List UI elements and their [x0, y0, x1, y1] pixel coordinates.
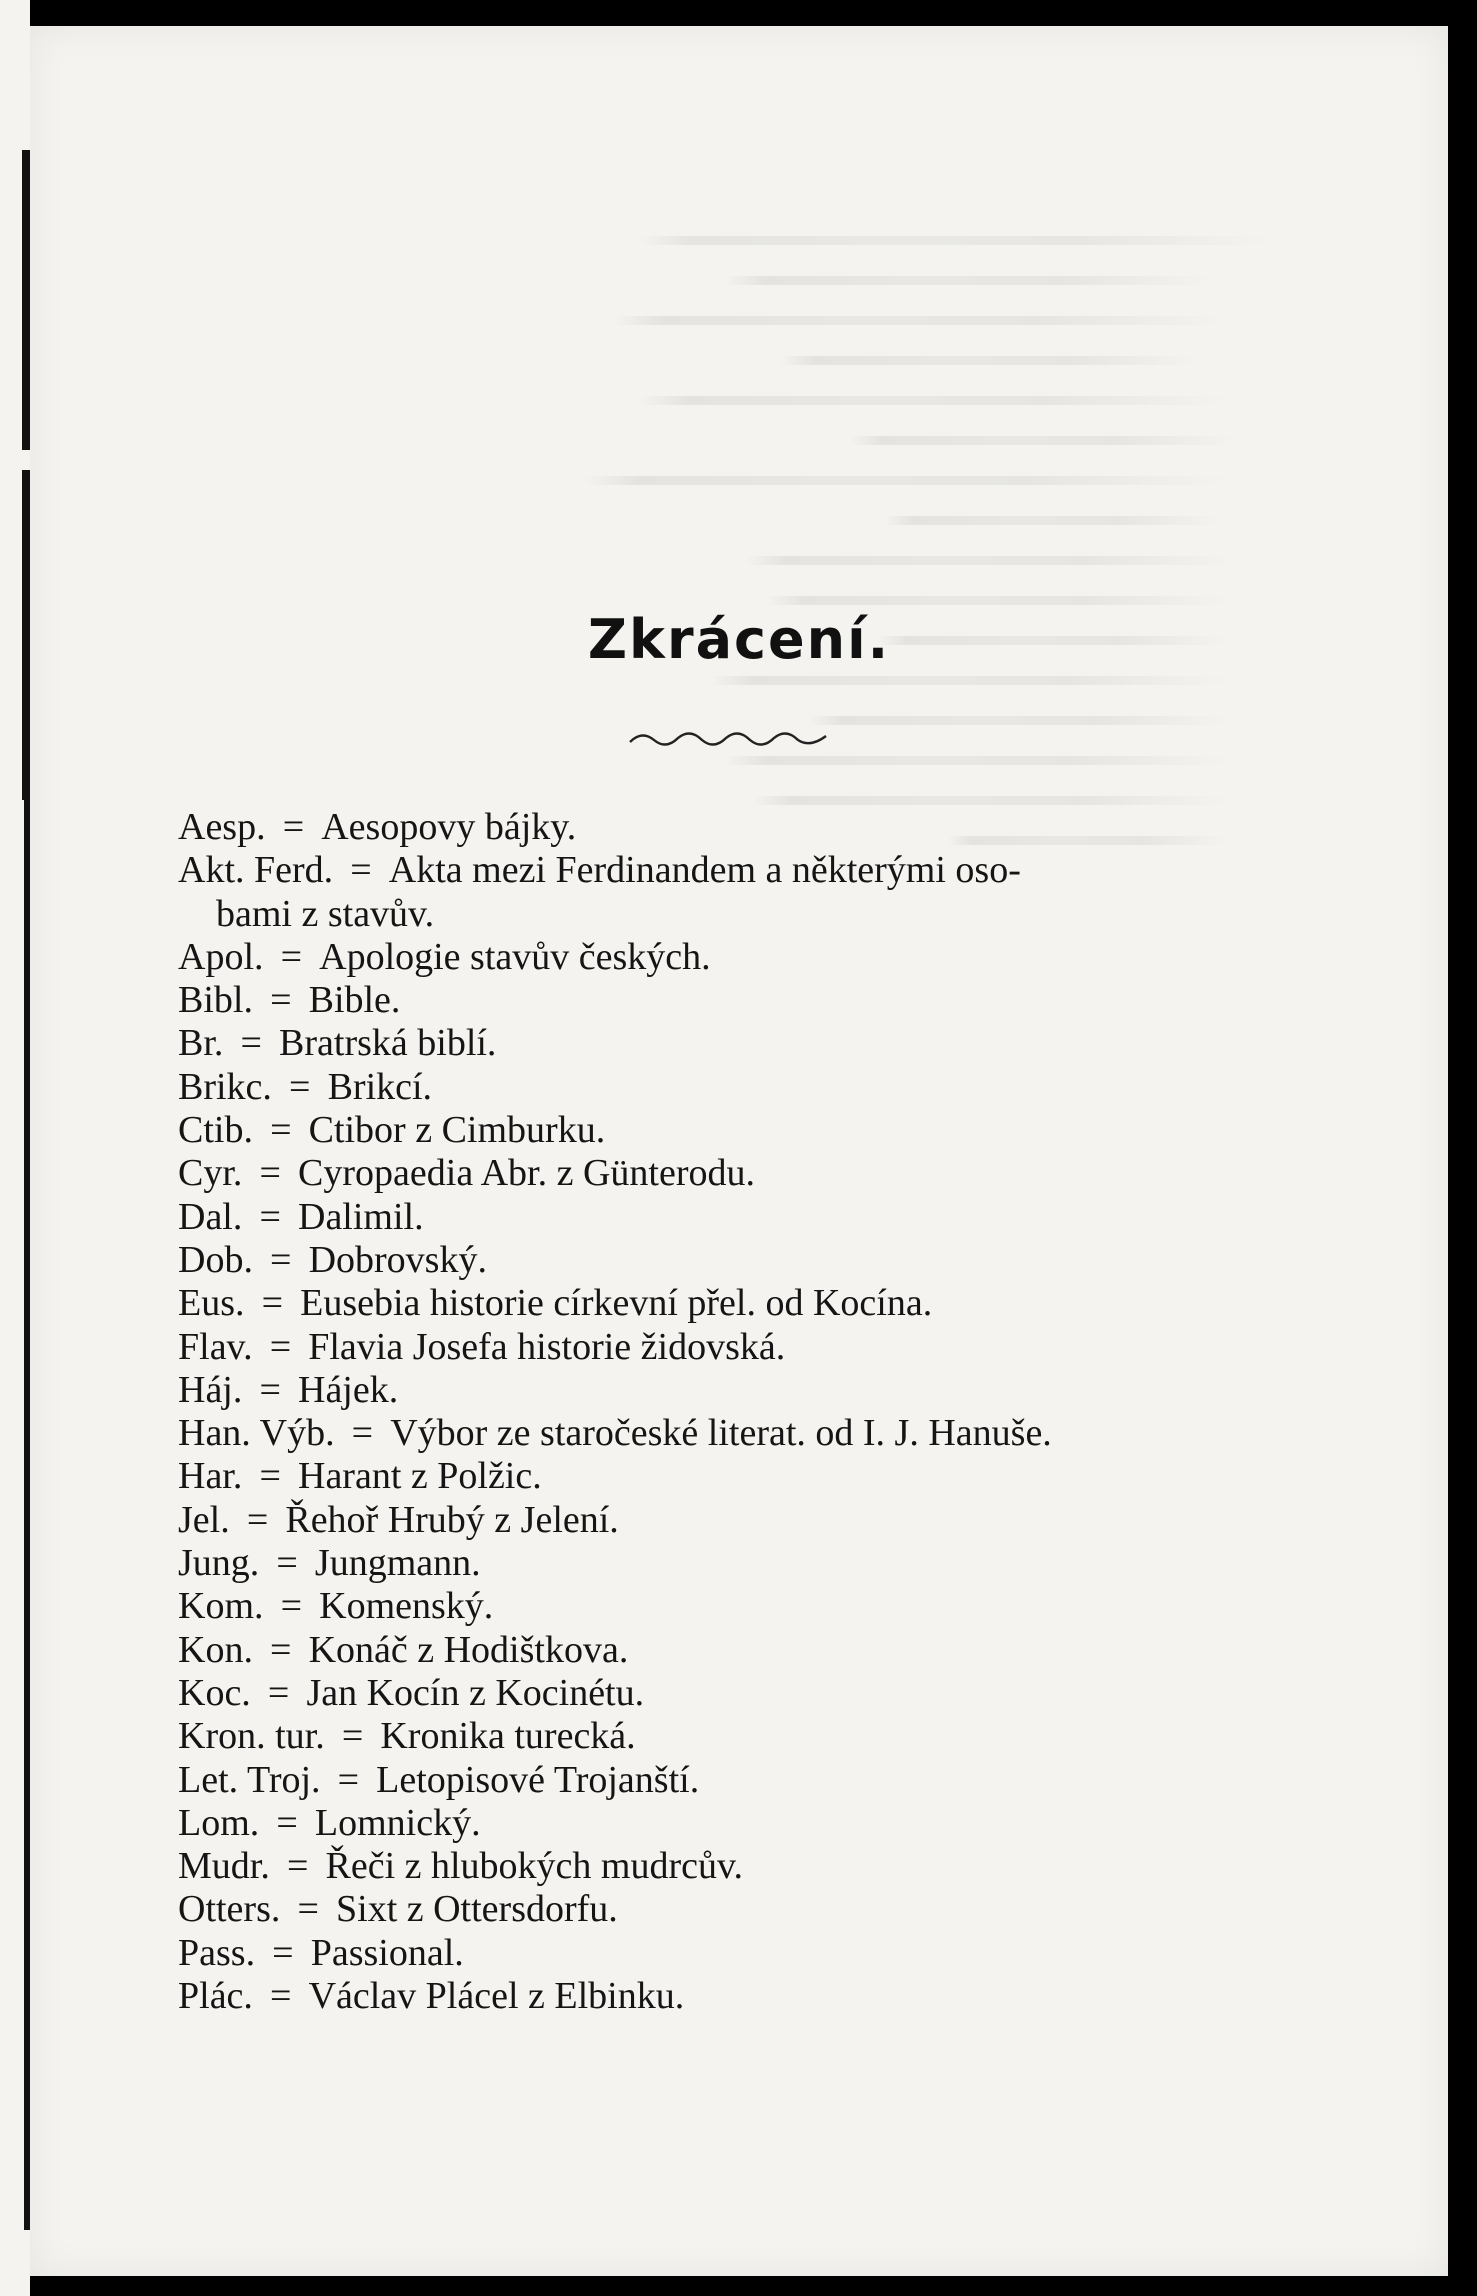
equals-sign: = [259, 1368, 281, 1411]
abbreviation-entry [178, 1499, 1268, 1542]
abbreviation-entry [178, 1369, 1268, 1412]
equals-sign: = [280, 1585, 303, 1628]
equals-sign: = [270, 1975, 292, 2018]
expansion: Komenský. [319, 1585, 494, 1628]
expansion: Konáč z Hodištkova. [308, 1628, 629, 1671]
equals-sign: = [337, 1758, 360, 1801]
equals-sign: = [341, 1715, 364, 1758]
expansion: Dobrovský. [308, 1238, 487, 1281]
expansion: Řeči z hlubokých mudrcův. [325, 1845, 744, 1888]
expansion: Hájek. [298, 1368, 399, 1411]
expansion: Brikcí. [327, 1065, 433, 1108]
page-left-edge [0, 0, 30, 2296]
abbreviation-entry [178, 1412, 1268, 1455]
abbreviation-entry [178, 1932, 1268, 1975]
equals-sign: = [240, 1022, 262, 1065]
expansion: Výbor ze staročeské literat. od I. J. Hanuše. [390, 1412, 1052, 1455]
abbreviation-list [178, 806, 1268, 2018]
abbreviation: Kom. [178, 1585, 264, 1628]
equals-sign: = [269, 1325, 292, 1368]
abbreviation-entry [178, 1022, 1268, 1065]
abbreviation-entry [178, 1845, 1268, 1888]
book-page [30, 26, 1448, 2276]
equals-sign: = [259, 1455, 281, 1498]
equals-sign: = [272, 1931, 294, 1974]
equals-sign: = [276, 1542, 298, 1585]
equals-sign: = [351, 1412, 374, 1455]
abbreviation-entry [178, 1629, 1268, 1672]
expansion: Sixt z Ottersdorfu. [336, 1888, 618, 1931]
abbreviation-entry [178, 1109, 1268, 1152]
expansion: Eusebia historie církevní přel. od Kocína. [300, 1282, 933, 1325]
abbreviation-entry [178, 1282, 1268, 1325]
expansion: Ctibor z Cimburku. [308, 1109, 606, 1152]
abbreviation-entry [178, 1239, 1268, 1282]
abbreviation: Brikc. [178, 1065, 272, 1108]
expansion: Apologie stavův českých. [319, 935, 711, 978]
expansion: Flavia Josefa historie židovská. [308, 1325, 786, 1368]
abbreviation: Dob. [178, 1238, 253, 1281]
abbreviation-entry [178, 1672, 1268, 1715]
abbreviation-entry [178, 1975, 1268, 2018]
wave-ornament-icon [628, 726, 828, 750]
page-title: Zkrácení. [587, 608, 891, 671]
abbreviation: Jung. [178, 1542, 260, 1585]
abbreviation: Jel. [178, 1498, 230, 1541]
expansion: Cyropaedia Abr. z Günterodu. [298, 1152, 755, 1195]
binding-mark [22, 150, 30, 450]
equals-sign: = [350, 849, 372, 892]
equals-sign: = [261, 1282, 284, 1325]
abbreviation: Aesp. [178, 806, 266, 848]
abbreviation-entry [178, 1066, 1268, 1109]
abbreviation-entry [178, 979, 1268, 1022]
abbreviation: Kron. tur. [178, 1715, 325, 1758]
abbreviation: Pass. [178, 1931, 256, 1974]
expansion: Dalimil. [298, 1195, 424, 1238]
expansion: Jan Kocín z Kocinétu. [306, 1671, 645, 1714]
abbreviation-entry [178, 1326, 1268, 1369]
equals-sign: = [286, 1845, 309, 1888]
abbreviation: Koc. [178, 1671, 251, 1714]
equals-sign: = [280, 935, 303, 978]
equals-sign: = [270, 979, 292, 1022]
abbreviation: Flav. [178, 1325, 253, 1368]
expansion: Václav Plácel z Elbinku. [308, 1975, 685, 2018]
abbreviation-entry [178, 1152, 1268, 1195]
abbreviation: Han. Výb. [178, 1412, 335, 1455]
expansion: Lomnický. [314, 1801, 481, 1844]
abbreviation-entry [178, 1888, 1268, 1931]
expansion: Aesopovy bájky. [321, 806, 577, 848]
expansion: Jungmann. [314, 1542, 481, 1585]
abbreviation-entry [178, 849, 1268, 936]
expansion: Letopisové Trojanští. [376, 1758, 700, 1801]
expansion: Řehoř Hrubý z Jelení. [285, 1498, 619, 1541]
abbreviation: Br. [178, 1022, 224, 1065]
equals-sign: = [297, 1888, 319, 1931]
equals-sign: = [259, 1152, 281, 1195]
equals-sign: = [276, 1801, 298, 1844]
abbreviation: Har. [178, 1455, 243, 1498]
expansion: Passional. [310, 1931, 464, 1974]
abbreviation: Cyr. [178, 1152, 243, 1195]
abbreviation-entry [178, 1715, 1268, 1758]
abbreviation: Háj. [178, 1368, 243, 1411]
abbreviation: Let. Troj. [178, 1758, 321, 1801]
abbreviation: Kon. [178, 1628, 253, 1671]
equals-sign: = [289, 1065, 311, 1108]
abbreviation-entry [178, 1542, 1268, 1585]
equals-sign: = [282, 806, 305, 848]
equals-sign: = [270, 1628, 292, 1671]
equals-sign: = [246, 1498, 269, 1541]
equals-sign: = [270, 1109, 292, 1152]
expansion: Akta mezi Ferdinandem a některými oso- [388, 849, 1021, 892]
abbreviation-entry [178, 806, 1268, 849]
abbreviation-entry [178, 936, 1268, 979]
abbreviation-entry [178, 1455, 1268, 1498]
equals-sign: = [270, 1238, 292, 1281]
abbreviation: Bibl. [178, 979, 253, 1022]
expansion: Bratrská biblí. [279, 1022, 497, 1065]
abbreviation: Dal. [178, 1195, 243, 1238]
equals-sign: = [259, 1195, 281, 1238]
abbreviation-entry [178, 1802, 1268, 1845]
abbreviation: Otters. [178, 1888, 281, 1931]
expansion: Bible. [308, 979, 401, 1022]
equals-sign: = [267, 1671, 290, 1714]
abbreviation-entry [178, 1759, 1268, 1802]
abbreviation: Akt. Ferd. [178, 849, 334, 892]
abbreviation: Lom. [178, 1801, 260, 1844]
abbreviation-entry [178, 1196, 1268, 1239]
abbreviation: Mudr. [178, 1845, 270, 1888]
abbreviation: Apol. [178, 935, 264, 978]
abbreviation-entry [178, 1585, 1268, 1628]
abbreviation: Plác. [178, 1975, 253, 2018]
abbreviation: Eus. [178, 1282, 245, 1325]
expansion-continuation: bami z stavův. [216, 892, 435, 935]
expansion: Harant z Polžic. [298, 1455, 542, 1498]
expansion: Kronika turecká. [380, 1715, 636, 1758]
abbreviation: Ctib. [178, 1109, 253, 1152]
